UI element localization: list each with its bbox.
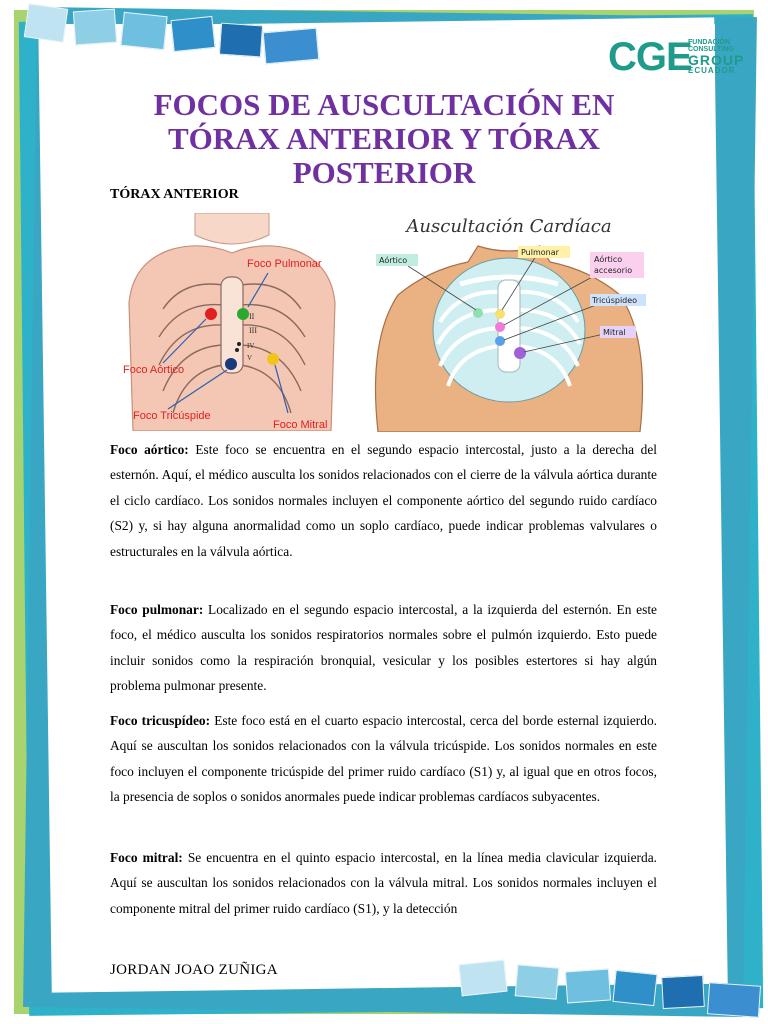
label-foco-aortico: Foco Aórtico [123,364,185,376]
label-aortico-accesorio-2: accesorio [594,266,633,275]
mitral-focus-dot [514,347,526,359]
organization-logo [608,34,748,84]
label-tricuspideo: Tricúspideo [592,296,638,305]
term-foco-mitral: Foco mitral: [110,850,183,865]
roman-numeral: V [247,354,253,362]
label-foco-pulmonar: Foco Pulmonar [247,258,322,270]
label-foco-mitral: Foco Mitral [273,419,328,431]
roman-numeral: III [249,326,257,335]
label-foco-tricuspide: Foco Tricúspide [133,410,211,422]
term-foco-pulmonar: Foco pulmonar: [110,602,204,617]
document-title: FOCOS DE AUSCULTACIÓN EN TÓRAX ANTERIOR Y TÓRAX POSTERIOR [153,87,615,190]
logo-mark: CGE [608,35,692,79]
paragraph-foco-pulmonar [110,597,657,699]
paragraph-foco-tricuspideo [110,708,657,810]
term-foco-aortico: Foco aórtico: [110,442,189,457]
roman-numeral: IV [247,342,255,350]
pulmonary-focus-dot [495,309,505,319]
roman-numeral: II [249,312,255,321]
term-foco-tricuspideo: Foco tricuspídeo: [110,713,211,728]
author-footer: JORDAN JOAO ZUÑIGA [110,962,278,978]
label-aortico-accesorio-1: Aórtico [594,255,623,264]
cardiac-auscultation-illustration [368,210,650,432]
paragraph-text: Se encuentra en el quinto espacio intercostal, en la línea media clavicular izquierda. Aquí se auscultan los sonidos relacionados con la válvula mitral. Los sonidos normales incluyen el componente mitral del primer ruido cardíaco (S1), y la detección [110,850,657,916]
chest-foci-illustration [123,213,341,431]
paragraph-text: Localizado en el segundo espacio intercostal, a la izquierda del esternón. En este foco, el médico ausculta los sonidos respiratorios normales sobre el pulmón izquierdo. Esto puede incluir sonidos como la respiración bronquial, vesicular y los posibles estertores si hay algún problema pulmonar presente. [110,602,657,694]
tricuspid-focus-dot [495,336,505,346]
paragraph-foco-aortico [110,437,657,564]
pulmonary-focus-dot [237,308,249,320]
paragraph-text: Este foco se encuentra en el segundo espacio intercostal, justo a la derecha del esternón. Aquí, el médico ausculta los sonidos relacionados con el cierre de la válvula aórtica durante el ciclo cardíaco. Los sonidos normales incluyen el componente aórtico del segundo ruido cardíaco (S2) y, si hay alguna anormalidad como un soplo cardíaco, puede indicar problemas valvulares o estructurales en la válvula aórtica. [110,442,657,559]
accessory-aortic-focus-dot [495,322,505,332]
mitral-focus-dot [267,353,279,365]
figure-title: Auscultación Cardíaca [406,216,612,237]
tricuspid-focus-dot [225,358,237,370]
section-heading: TÓRAX ANTERIOR [110,187,239,202]
logo-text: FUNDACIÓN CONSULTING GROUP ECUADOR [688,39,745,75]
label-aortico: Aórtico [379,256,408,265]
aortic-focus-dot [205,308,217,320]
label-mitral: Mitral [603,328,626,337]
paragraph-text: Este foco está en el cuarto espacio intercostal, cerca del borde esternal izquierdo. Aquí se auscultan los sonidos relacionados con la válvula tricúspide. Los sonidos normales en este foco incluyen el componente tricúspide del primer ruido cardíaco (S1) y, al igual que en otros focos, la presencia de soplos o sonidos anormales puede indicar problemas cardíacos subyacentes. [110,713,657,805]
label-pulmonar: Pulmonar [521,248,559,257]
paragraph-foco-mitral [110,845,657,921]
